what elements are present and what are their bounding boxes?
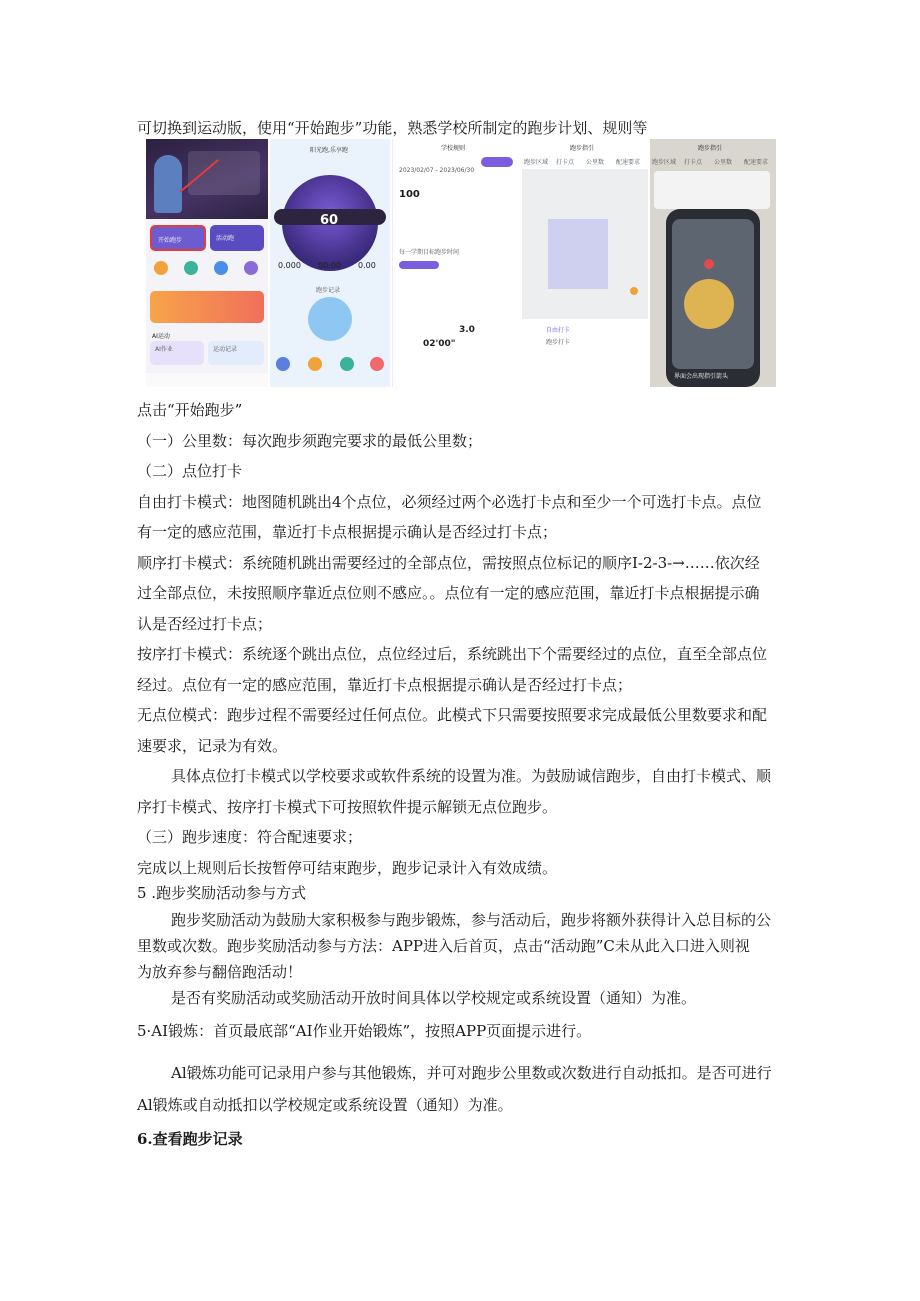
order-mode-line-1: 顺序打卡模式：系统随机跳出需要经过的全部点位，需按照点位标记的顺序I-2-3-→……依次经	[137, 554, 760, 572]
rule-speed: （三）跑步速度：符合配速要求；	[137, 828, 363, 846]
ai-note-line-1: Al锻炼功能可记录用户参与其他锻炼，并可对跑步公里数或次数进行自动抵扣。是否可进行	[171, 1064, 772, 1082]
section-5-heading: 5 .跑步奖励活动参与方式	[137, 884, 307, 902]
stat-distance: 0.000	[278, 261, 301, 270]
run-title: 阳光跑,乐享跑	[310, 147, 348, 154]
mode-note-line-1: 具体点位打卡模式以学校要求或软件系统的设置为准。为鼓励诚信跑步，自由打卡模式、顺	[171, 767, 772, 785]
countdown-value: 60	[320, 213, 339, 228]
plan-dates: 2023/02/07 - 2023/06/30	[399, 167, 475, 174]
free-mode-line-1: 自由打卡模式：地图随机跳出4个点位，必须经过两个必选打卡点和至少一个可选打卡点。点位	[137, 493, 762, 511]
target-km: 100	[399, 189, 420, 200]
no-point-line-1: 无点位模式：跑步过程不需要经过任何点位。此模式下只需要按照要求完成最低公里数要求和配	[137, 706, 768, 724]
guide-tabs-2[interactable]: 跑步区域 打卡点 公里数 配速要求	[652, 159, 769, 166]
time-pill	[399, 261, 439, 269]
section-label: 每一学期目标跑步时间	[399, 249, 460, 256]
run-record-card[interactable]: 运动记录	[208, 341, 264, 365]
stat-time: 00:00	[318, 261, 342, 270]
screen-run	[270, 139, 390, 387]
avatar	[154, 155, 182, 213]
shortcut-icons[interactable]	[154, 261, 264, 277]
checkpoint-card[interactable]: 自由打卡 跑步打卡	[526, 323, 644, 383]
rules-badge[interactable]	[481, 157, 513, 167]
ai-homework-card[interactable]: AI作业	[150, 341, 204, 365]
reward-line-1: 跑步奖励活动为鼓励大家积极参与跑步锻炼，参与活动后，跑步将额外获得计入总目标的公	[171, 911, 772, 929]
click-start-line: 点击“开始跑步”	[137, 401, 243, 419]
sense-range	[684, 279, 734, 329]
start-run-button[interactable]: 开始跑步	[150, 225, 206, 251]
activity-run-button[interactable]: 活动跑	[210, 225, 264, 251]
finish-line: 完成以上规则后长按暂停可结束跑步，跑步记录计入有效成绩。	[137, 859, 558, 877]
hint-card	[654, 171, 770, 209]
screen-home	[146, 139, 268, 387]
screen-guide-map	[522, 139, 648, 387]
app-screenshots	[146, 139, 776, 387]
bottom-actions[interactable]	[276, 357, 386, 373]
arrow-caption: 界面会出现指引箭头	[674, 373, 729, 380]
order-mode-line-3: 认是否经过打卡点；	[137, 615, 273, 633]
stat-pace: 0.00	[358, 261, 376, 270]
screen-rules	[392, 139, 521, 387]
free-mode-line-2: 有一定的感应范围，靠近打卡点根据提示确认是否经过打卡点；	[137, 523, 558, 541]
shortcut-icon[interactable]	[154, 261, 168, 275]
rule-distance: （一）公里数：每次跑步须跑完要求的最低公里数；	[137, 432, 483, 450]
intro-line: 可切换到运动版，使用“开始跑步”功能，熟悉学校所制定的跑步计划、规则等	[137, 119, 648, 137]
min-km: 3.0	[459, 325, 475, 335]
globe-icon	[308, 297, 352, 341]
seq-mode-line-2: 经过。点位有一定的感应范围，靠近打卡点根据提示确认是否经过打卡点；	[137, 676, 633, 694]
order-mode-line-2: 过全部点位，未按照顺序靠近点位则不感应。。点位有一定的感应范围，靠近打卡点根据提示确	[137, 584, 760, 602]
shortcut-icon[interactable]	[184, 261, 198, 275]
reward-line-3: 为放弃参与翻倍跑活动！	[137, 963, 303, 981]
guide-title-2: 跑步指引	[698, 145, 723, 152]
record-title: 跑步记录	[316, 287, 341, 294]
pace-value: 02'00"	[423, 339, 456, 349]
guide-tabs[interactable]: 跑步区域 打卡点 公里数 配速要求	[524, 159, 641, 166]
shortcut-icon[interactable]	[244, 261, 258, 275]
ai-note-line-2: Al锻炼或自动抵扣以学校规定或系统设置（通知）为准。	[137, 1096, 513, 1114]
reward-note: 是否有奖励活动或奖励活动开放时间具体以学校规定或系统设置（通知）为准。	[171, 989, 697, 1007]
promo-banner[interactable]	[150, 291, 264, 323]
ai-exercise-line: 5·AI锻炼：首页最底部“AI作业开始锻炼”，按照APP页面提示进行。	[137, 1022, 592, 1040]
guide-title: 跑步指引	[570, 145, 595, 152]
rules-title: 学校规则	[441, 145, 466, 152]
map-pin-icon	[630, 287, 638, 295]
shortcut-icon[interactable]	[214, 261, 228, 275]
speech-bubble	[188, 151, 260, 195]
bottom-nav[interactable]	[146, 373, 268, 387]
action-icon[interactable]	[340, 357, 354, 371]
no-point-line-2: 速要求，记录为有效。	[137, 737, 288, 755]
screen-guide-photo	[650, 139, 776, 387]
ai-section-label: AI运动	[152, 333, 170, 340]
action-icon[interactable]	[308, 357, 322, 371]
mode-note-line-2: 序打卡模式、按序打卡模式下可按照软件提示解锁无点位跑步。	[137, 798, 558, 816]
action-icon[interactable]	[370, 357, 384, 371]
seq-mode-line-1: 按序打卡模式：系统逐个跳出点位，点位经过后，系统跳出下个需要经过的点位，直至全部点位	[137, 645, 768, 663]
section-6-heading: 6.查看跑步记录	[137, 1130, 243, 1148]
rule-checkpoint-heading: （二）点位打卡	[137, 462, 243, 480]
action-icon[interactable]	[276, 357, 290, 371]
run-area	[548, 219, 608, 289]
location-pin-icon	[704, 259, 714, 269]
reward-line-2: 里数或次数。跑步奖励活动参与方法：APP进入后首页，点击“活动跑”C未从此入口进入则视	[137, 937, 750, 955]
